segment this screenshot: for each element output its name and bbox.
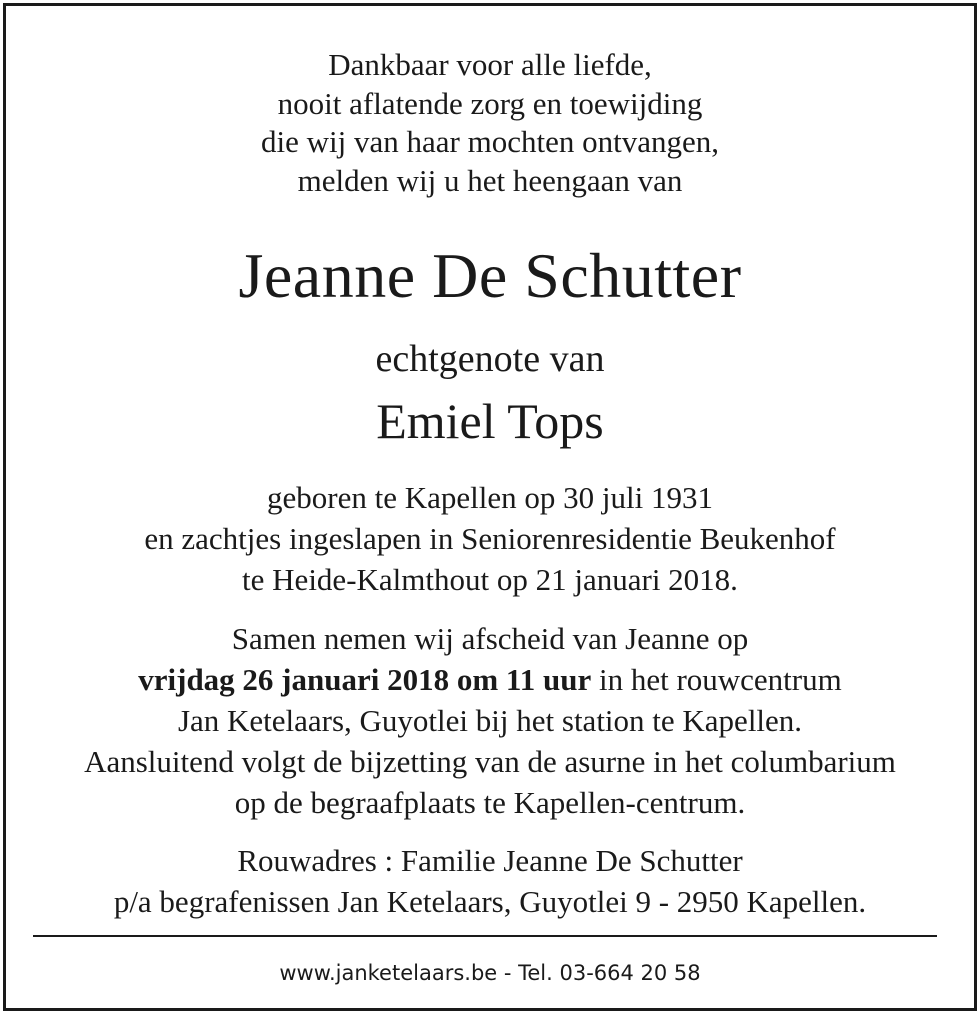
spouse-name: Emiel Tops (376, 393, 604, 449)
address-line: Rouwadres : Familie Jeanne De Schutter (237, 843, 743, 878)
mourning-address (0, 840, 980, 922)
birth-details (0, 477, 980, 600)
ceremony-line: Samen nemen wij afscheid van Jeanne op (231, 621, 749, 656)
footer-contact: www.janketelaars.be - Tel. 03-664 20 58 (279, 961, 701, 985)
intro-line: Dankbaar voor alle liefde, (328, 47, 652, 82)
ceremony-line: op de begraafplaats te Kapellen-centrum. (234, 785, 746, 820)
ceremony-line: Aansluitend volgt de bijzetting van de asurne in het columbarium (84, 744, 896, 779)
divider (33, 935, 937, 937)
deceased-name: Jeanne De Schutter (238, 240, 742, 311)
ceremony-line: Jan Ketelaars, Guyotlei bij het station te Kapellen. (177, 703, 803, 738)
intro-line: nooit aflatende zorg en toewijding (277, 85, 703, 121)
birth-line: geboren te Kapellen op 30 juli 1931 (267, 480, 713, 515)
address-line: p/a begrafenissen Jan Ketelaars, Guyotlei 9 - 2950 Kapellen. (113, 884, 867, 919)
ceremony-details (0, 618, 980, 823)
spouse-prefix: echtgenote van (375, 338, 605, 380)
birth-line: en zachtjes ingeslapen in Seniorenresidentie Beukenhof (144, 521, 836, 556)
intro-text (0, 46, 980, 200)
ceremony-date: vrijdag 26 januari 2018 om 11 uur (138, 662, 592, 697)
ceremony-date-line (0, 659, 980, 700)
intro-line: melden wij u het heengaan van (297, 162, 683, 198)
ceremony-location-intro: in het rouwcentrum (591, 662, 842, 697)
birth-line: te Heide-Kalmthout op 21 januari 2018. (242, 562, 738, 597)
intro-line: die wij van haar mochten ontvangen, (261, 124, 719, 159)
